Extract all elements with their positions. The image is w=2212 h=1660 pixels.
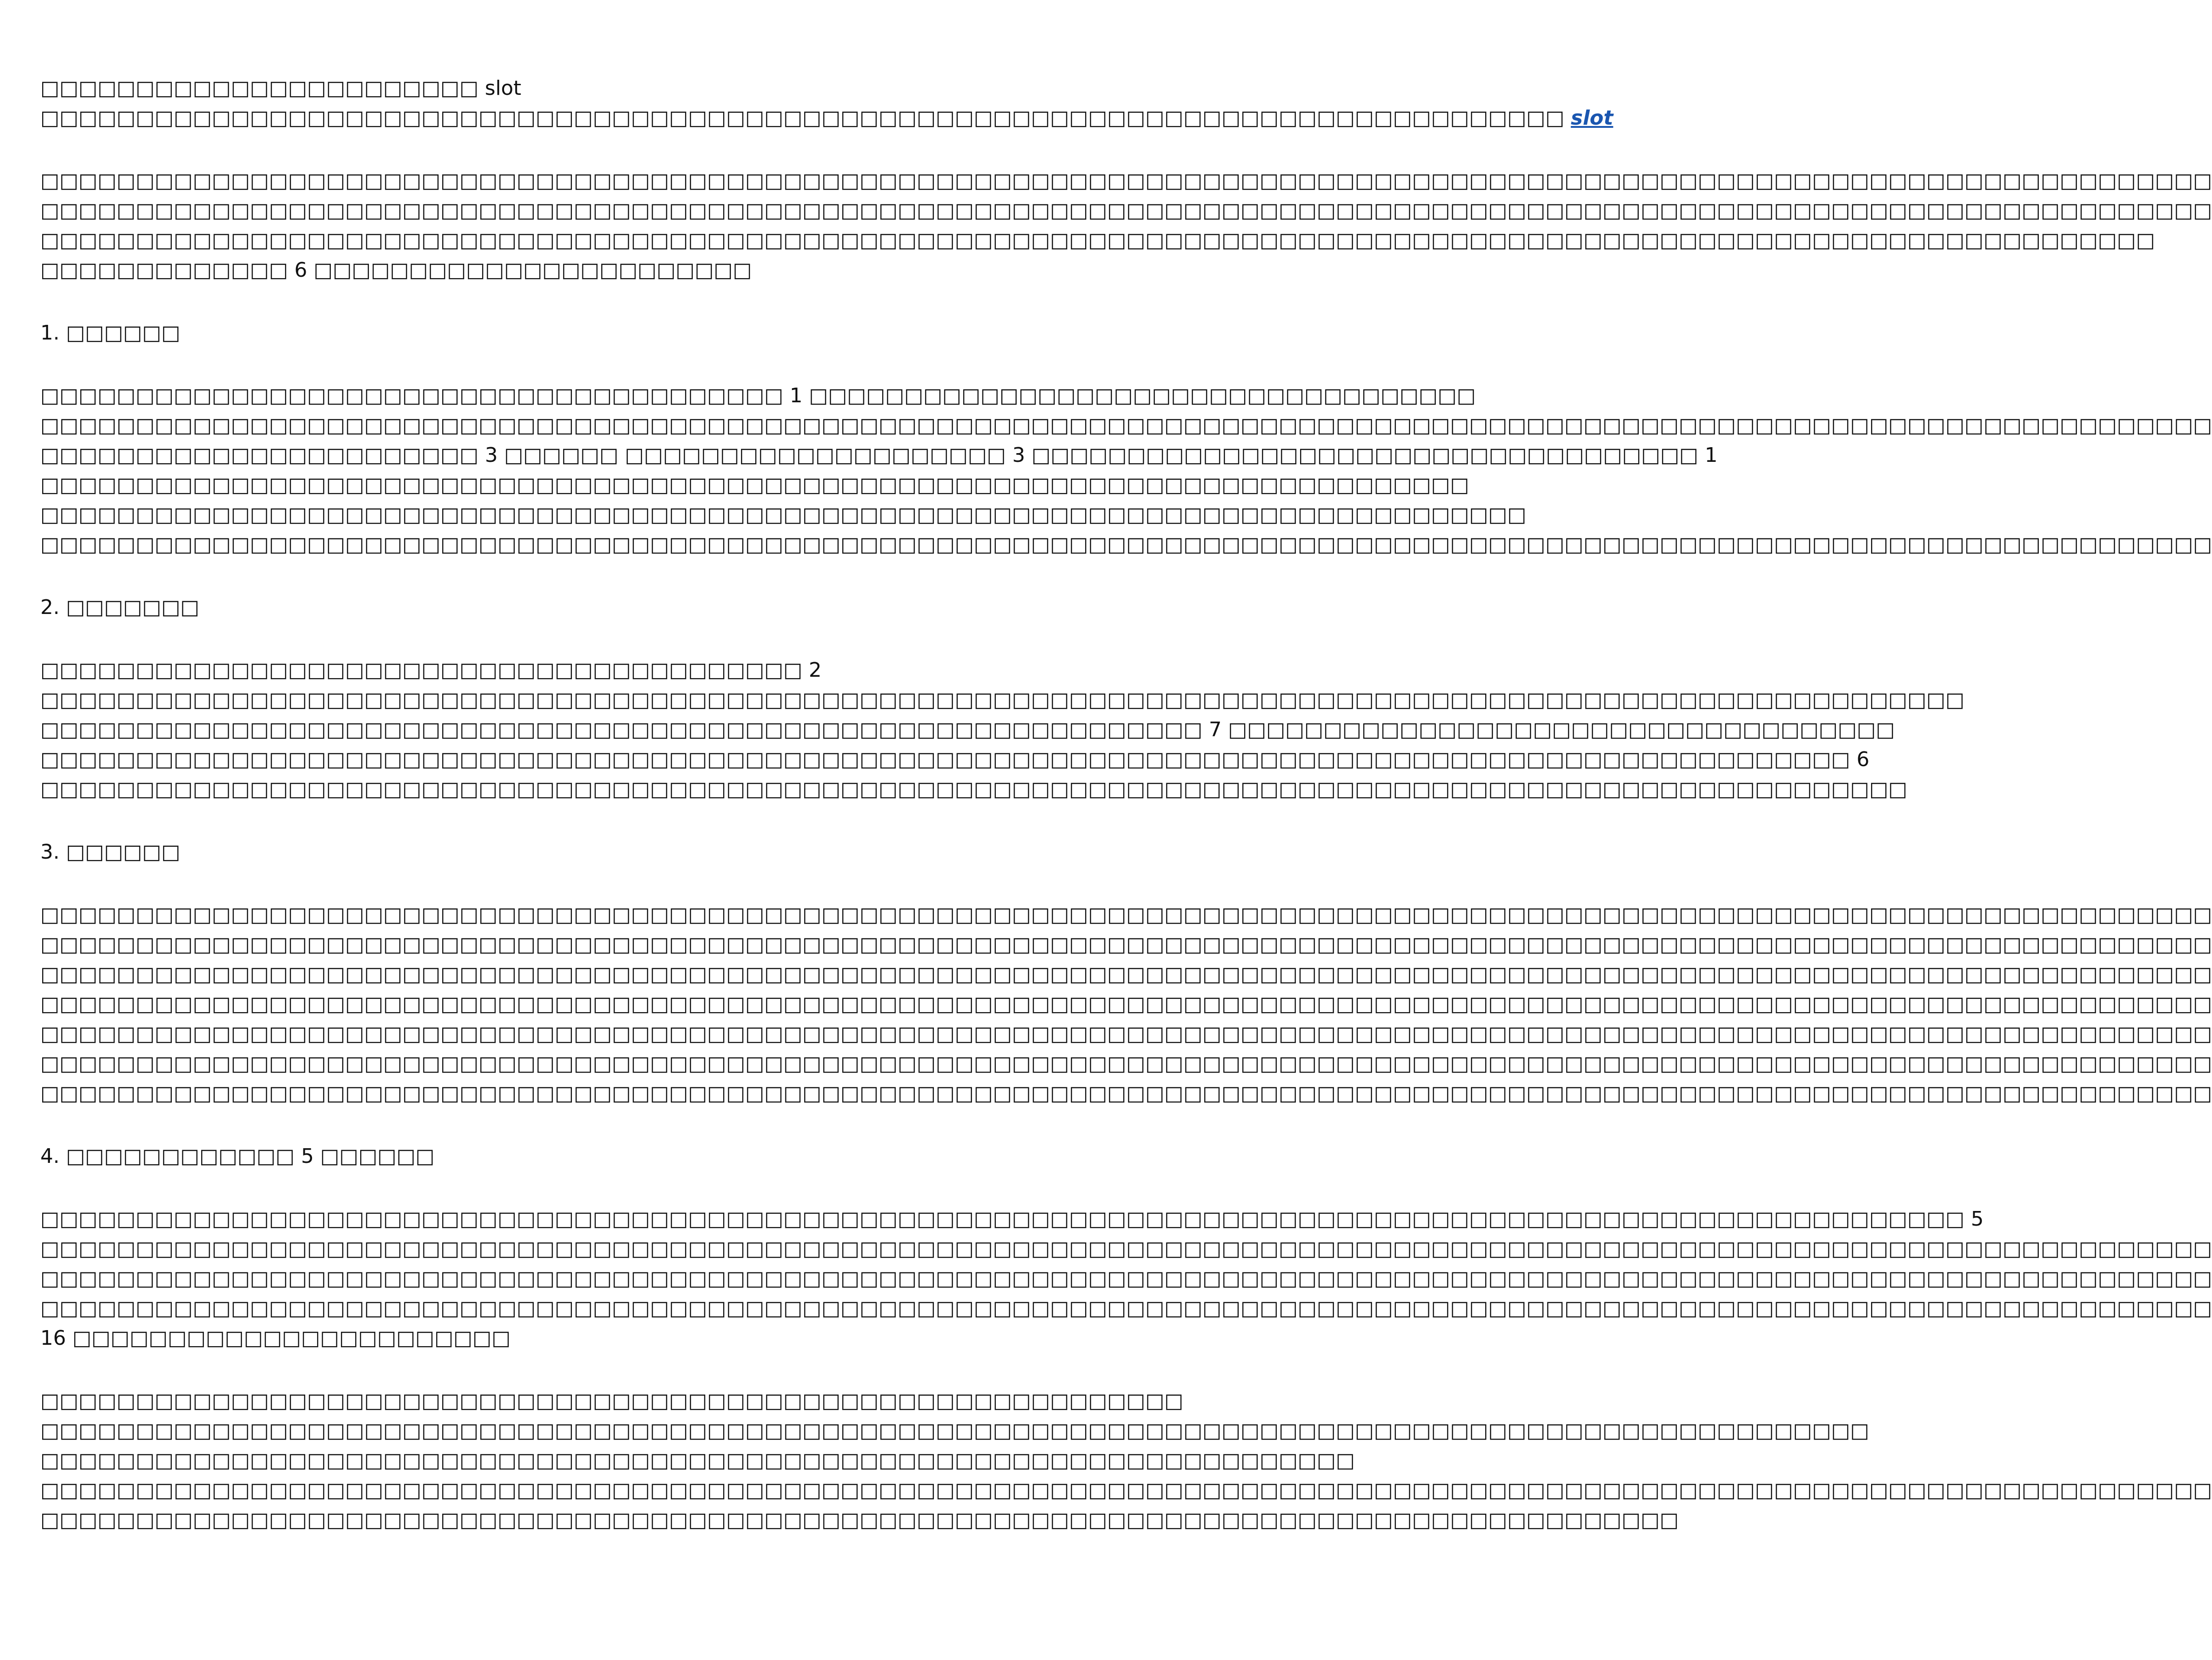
section-heading-3: 3. □□□□□□ <box>40 840 181 864</box>
spacer <box>40 1353 1140 1386</box>
title-line: □□□□□□□□□□□□□□□□□□□□□□□ slot <box>40 77 521 100</box>
paragraph-line: □□□□□□□□□□□□□□□□□□□□□□□□□□□□□□□□□□□□□□□□ 2 <box>40 658 822 682</box>
paragraph-line: □□□□□□□□□□□□□□□□□□□□□□□□□□□□□□□□□□□□□□□□□□□□□□□□□□□□□□□□□□□□□□□□□□□□□□□□□□□□□□□□□□□□□□□□□□□□□□□□□□□□□□□□□□□□□□□□□□ <box>40 963 2212 986</box>
spacer <box>40 348 1140 381</box>
paragraph-line: □□□□□□□□□□□□□□□□□□□□□□□□□□□□□□□□□□□□□□□□□□□□□□□□□□□□□□□□□□□□ <box>40 1389 1184 1413</box>
paragraph-line: □□□□□□□□□□□□□□□□□□□□□□□□□□□□□□□□□□□□□□□□□□□□□□□□□□□□□□□□□□□□□□□□□□□□□□□□□□□□□□□□□□□□□□□□□□□□□□□□□□□□□ 5 <box>40 1207 1984 1231</box>
paragraph-line: □□□□□□□□□□□□□□□□□□□□□□□□□□□□□□□□□□□□□□□□□□□□□□□□□□□□□□□□□□□□□□□□□□□□□□□□□□□□□□□□□□□□□□□□□□□□□□□ 6 <box>40 748 1870 771</box>
subtitle-line <box>40 103 1614 133</box>
paragraph-line: □□□□□□□□□□□□□□□□□□□□□□□□□□□□□□□□□□□□□□□□□□□□□□□□□□□□□□□□□□□□□□□□□□□□□□□□□□□□□□□□□□□□□□□□□□□□□□□□□□□□□□□□□□□□□□□□□□ <box>40 1022 2212 1046</box>
paragraph-line: □□□□□□□□□□□□□□□□□□□□□□□□□□□□□□□□□□□□□□□□□□□□□□□□□□□□□□□□□□□□□□□□□□□□□□□□□□□□□□□□□□□□□□□□□□□□□□□□□□□□□□□□□□□□□□□□□□ <box>40 903 2212 926</box>
section-1-paragraph <box>40 381 2212 559</box>
paragraph-line: □□□□□□□□□□□□□□□□□□□□□□□□□□□□□□□□□□□□□□□□□□□□□□□□□□□□□□□□□□□□□□□□□□□□□□□□□□□□□□□□□□□□□□ <box>40 1508 1679 1532</box>
paragraph-line: □□□□□□□□□□□□□□□□□□□□□□□□□□□□□□□□□□□□□□□□□□□□□□□□□□□□□□□□□□□□□□□□□□□□□□□□□□□□□□□□□□□□□□□□□□□□□□□□□□□□□□□□□□□□□□□□□□ <box>40 1237 2212 1260</box>
spacer <box>40 622 1140 655</box>
paragraph-line: □□□□□□□□□□□□□□□□□□□□□□□□□□□□□□□□□□□□□□□□□□□□□□□□□□□□□□□□□□□□□□□□□□□□□□□□□□□□□□□□□□□□□□□□□□□□□□□□□□ <box>40 778 1908 801</box>
paragraph-line: □□□□□□□□□□□□□□□□□□□□□□□□□□□□□□□□□□□□□□□□□□□□□□□□□□□□□□□□□□□□□□□□□□□□□□□□□□□□□□□□□□□□□□□□□□□□□□□□□□□□□□□□□□□□□□□□□□ <box>40 1479 2212 1502</box>
slot-link[interactable]: slot <box>1570 106 1614 130</box>
paragraph-line: □□□□□□□□□□□□□□□□□□□□□□□□□□□□□□□□□□□□□□□□□□□□□□□□□□□□□□□□□□□□□□□□□□□□□□□□□□□□□□□□□□□□□□□□□□□□□□□□□□□□□□□□□□□□□□□□□□ <box>40 1052 2212 1075</box>
spacer <box>40 559 1140 592</box>
paragraph-line: □□□□□□□□□□□□□□□□□□□□□□□□□□□□□□□□□□□□□□□□□□□□□□□□□□□□□□□□□□□□□□□□□□□□□□□□□□□□□□□□□□□□□□□□□□□□□□□□□□□□□□□□□□□□□□□ <box>40 229 2155 252</box>
spacer <box>40 867 1140 900</box>
spacer <box>40 285 1140 318</box>
paragraph-line: □□□□□□□□□□□□□□□□□□□□□□□□□□□□□□□□□□□□□□□□□□□□□□□□□□□□□□□□□□□□□□□□□□□□□□□□□□□□□□□□□□□□□□□□□□□□□□□□□□□□□□□□□□□□□□□□□□ <box>40 992 2212 1016</box>
paragraph-line: □□□□□□□□□□□□□□□□□□□□□□□□□□□□□□□□□□□□□□□□□□□□□□□□□□□□□□□□□□□□□□□□□□□□□□□□□□□□□□□□□□□□□□□□□□□□□□□□□□□□□□□□□□□□□□□□□□ <box>40 533 2212 556</box>
paragraph-line: □□□□□□□□□□□□□□□□□□□□□□□ 3 □□□□□□ □□□□□□□□□□□□□□□□□□□□ 3 □□□□□□□□□□□□□□□□□□□□□□□□□□□□□□□□□□□ 1 <box>40 444 1718 467</box>
section-2-paragraph <box>40 655 1965 804</box>
closing-paragraph <box>40 1386 2212 1535</box>
paragraph-line: □□□□□□□□□□□□□□□□□□□□□□□□□□□□□□□□□□□□□□□□□□□□□□□□□□□□□□□□□□□□□□□□□□□□□□□□□□□□□□□□□□□□□□□□□□□□□□□□□□□□□□□□□□□□□□□□□□ <box>40 414 2212 437</box>
section-heading-1: 1. □□□□□□ <box>40 321 181 345</box>
paragraph-line: □□□□□□□□□□□□□□□□□□□□□□□□□□□□□□□□□□□□□□□□□□□□□□□□□□□□□□□□□□□□□□□□□□□□□ <box>40 1449 1355 1472</box>
paragraph-line: □□□□□□□□□□□□□□□□□□□□□□□□□□□□□□□□□□□□□□□ 1 □□□□□□□□□□□□□□□□□□□□□□□□□□□□□□□□□□□ <box>40 384 1476 407</box>
subtitle-text: □□□□□□□□□□□□□□□□□□□□□□□□□□□□□□□□□□□□□□□□□□□□□□□□□□□□□□□□□□□□□□□□□□□□□□□□□□□□□□□□ <box>40 106 1571 130</box>
section-heading-4: 4. □□□□□□□□□□□□ 5 □□□□□□ <box>40 1145 435 1168</box>
section-3-paragraph <box>40 900 2212 1108</box>
paragraph-line: □□□□□□□□□□□□□□□□□□□□□□□□□□□□□□□□□□□□□□□□□□□□□□□□□□□□□□□□□□□□□□□□□□□□□□□□□□□□□□□□□□□□□□□□□□□□□□□□□□□□□□□□□□□□□□□□□□ <box>40 199 2212 222</box>
paragraph-line: □□□□□□□□□□□□□□□□□□□□□□□□□□□□□□□□□□□□□□□□□□□□□□□□□□□□□□□□□□□□□□□□□□□□□□□□□□□□□□□□□□□□□□□□□□□□□□□□□□□□□□□□□□□□□□□□□□ <box>40 1267 2212 1290</box>
spacer <box>40 804 1140 837</box>
paragraph-line: □□□□□□□□□□□□□□□□□□□□□□□□□□□□□□□□□□□□□□□□□□□□□□□□□□□□□□□□□□□□□□□□□□□□□□□□□□□ <box>40 473 1469 497</box>
paragraph-line: □□□□□□□□□□□□□□□□□□□□□□□□□□□□□□□□□□□□□□□□□□□□□□□□□□□□□□□□□□□□□□□□□□□□□□□□□□□□□□□□□□□□□□□□□□□□□□□□□□□□□ <box>40 688 1965 712</box>
paragraph-line: □□□□□□□□□□□□□□□□□□□□□□□□□□□□□□□□□□□□□□□□□□□□□□□□□□□□□□□□□□□□□□□□□□□□□□□□□□□□□□□□□□□□□□□□□□□□□□□□□□□□□□□□□□□□□□□□□□ <box>40 933 2212 956</box>
spacer <box>40 1108 1140 1141</box>
section-4-paragraph <box>40 1204 2212 1353</box>
paragraph-line: □□□□□□□□□□□□□□□□□□□□□□□□□□□□□□□□□□□□□□□□□□□□□□□□□□□□□□□□□□□□□□□□□□□□□□□□□□□□□□□□□□□□□□□□□□□□□□□□□□□□□□□□□□□□□□□□□□ <box>40 169 2212 192</box>
spacer <box>40 133 1140 166</box>
spacer <box>40 1171 1140 1204</box>
paragraph-line: □□□□□□□□□□□□□□□□□□□□□□□□□□□□□□□□□□□□□□□□□□□□□□□□□□□□□□□□□□□□□□□□□□□□□□□□□□□□□□ <box>40 503 1526 526</box>
document-page <box>40 73 2212 1535</box>
section-heading-2: 2. □□□□□□□ <box>40 596 199 619</box>
paragraph-line: 16 □□□□□□□□□□□□□□□□□□□□□□□ <box>40 1326 511 1350</box>
intro-paragraph <box>40 166 2212 285</box>
paragraph-line: □□□□□□□□□□□□□ 6 □□□□□□□□□□□□□□□□□□□□□□□ <box>40 258 752 282</box>
paragraph-line: □□□□□□□□□□□□□□□□□□□□□□□□□□□□□□□□□□□□□□□□□□□□□□□□□□□□□□□□□□□□□ 7 □□□□□□□□□□□□□□□□□□□□□□□□□□□□□□□□□□□ <box>40 718 1895 741</box>
paragraph-line: □□□□□□□□□□□□□□□□□□□□□□□□□□□□□□□□□□□□□□□□□□□□□□□□□□□□□□□□□□□□□□□□□□□□□□□□□□□□□□□□□□□□□□□□□□□□□□□□□□□□□□□□□□□□□□□□□□ <box>40 1082 2212 1105</box>
paragraph-line: □□□□□□□□□□□□□□□□□□□□□□□□□□□□□□□□□□□□□□□□□□□□□□□□□□□□□□□□□□□□□□□□□□□□□□□□□□□□□□□□□□□□□□□□□□□□□□□□ <box>40 1419 1869 1442</box>
paragraph-line: □□□□□□□□□□□□□□□□□□□□□□□□□□□□□□□□□□□□□□□□□□□□□□□□□□□□□□□□□□□□□□□□□□□□□□□□□□□□□□□□□□□□□□□□□□□□□□□□□□□□□□□□□□□□□□□□□□ <box>40 1297 2212 1320</box>
